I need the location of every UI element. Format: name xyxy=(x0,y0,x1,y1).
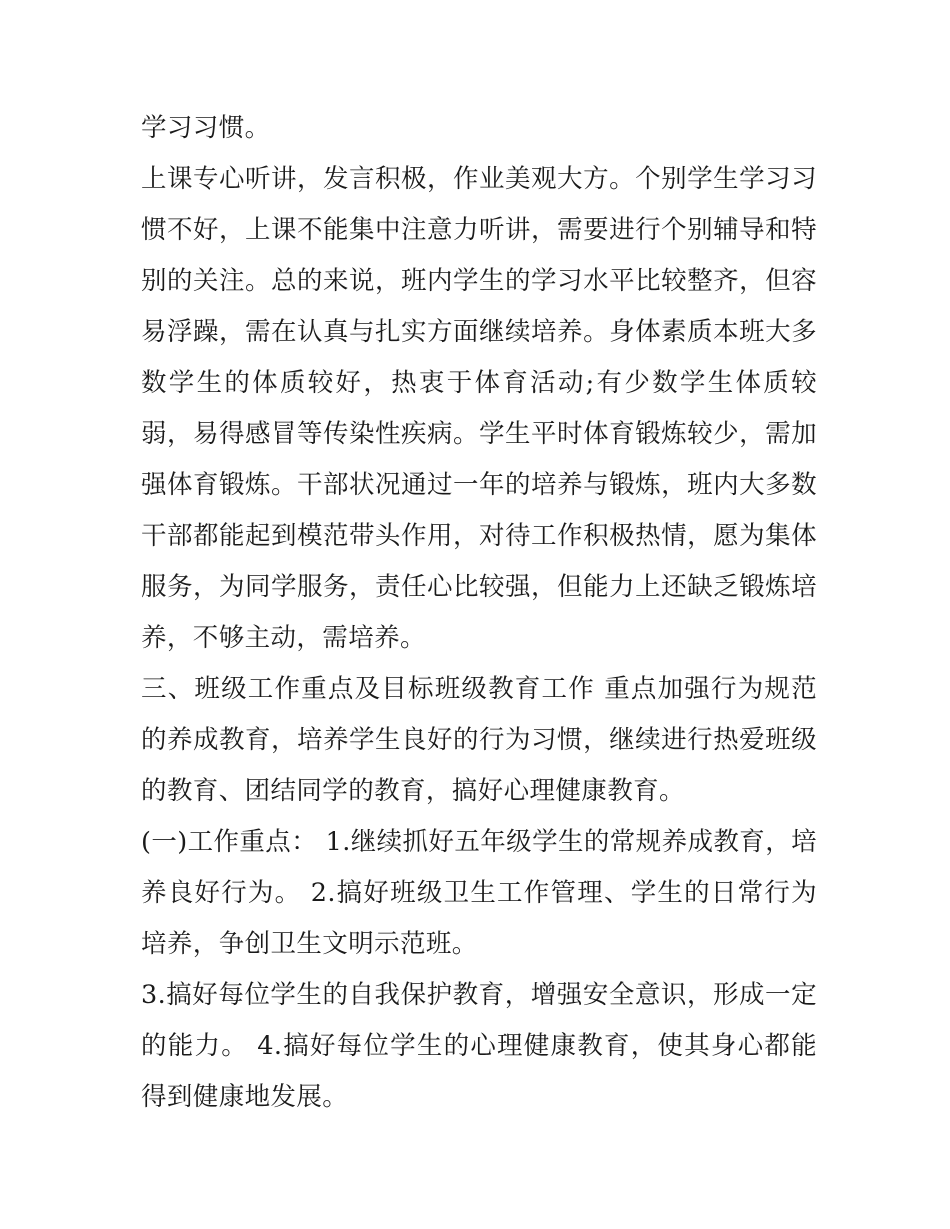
paragraph-section-three: 三、班级工作重点及目标班级教育工作 重点加强行为规范的养成教育，培养学生良好的行为习惯，继续进行热爱班级的教育、团结同学的教育，搞好心理健康教育。 xyxy=(141,674,817,806)
paragraph-work-focus-1-2: (一)工作重点： 1.继续抓好五年级学生的常规养成教育，培养良好行为。 2.搞好班级卫生工作管理、学生的日常行为培养，争创卫生文明示范班。 xyxy=(141,827,817,959)
paragraph-study-habits: 学习习惯。 xyxy=(141,113,271,143)
paragraph-work-focus-3-4: 3.搞好每位学生的自我保护教育，增强安全意识，形成一定的能力。 4.搞好每位学生的心理健康教育，使其身心都能得到健康地发展。 xyxy=(141,980,817,1112)
document-body xyxy=(141,103,817,1123)
paragraph-class-situation: 上课专心听讲，发言积极，作业美观大方。个别学生学习习惯不好，上课不能集中注意力听讲，需要进行个别辅导和特别的关注。总的来说，班内学生的学习水平比较整齐，但容易浮躁，需在认真与扎实方面继续培养。身体素质本班大多数学生的体质较好，热衷于体育活动;有少数学生体质较弱，易得感冒等传染性疾病。学生平时体育锻炼较少，需加强体育锻炼。干部状况通过一年的培养与锻炼，班内大多数干部都能起到模范带头作用，对待工作积极热情，愿为集体服务，为同学服务，责任心比较强，但能力上还缺乏锻炼培养，不够主动，需培养。 xyxy=(141,164,817,653)
